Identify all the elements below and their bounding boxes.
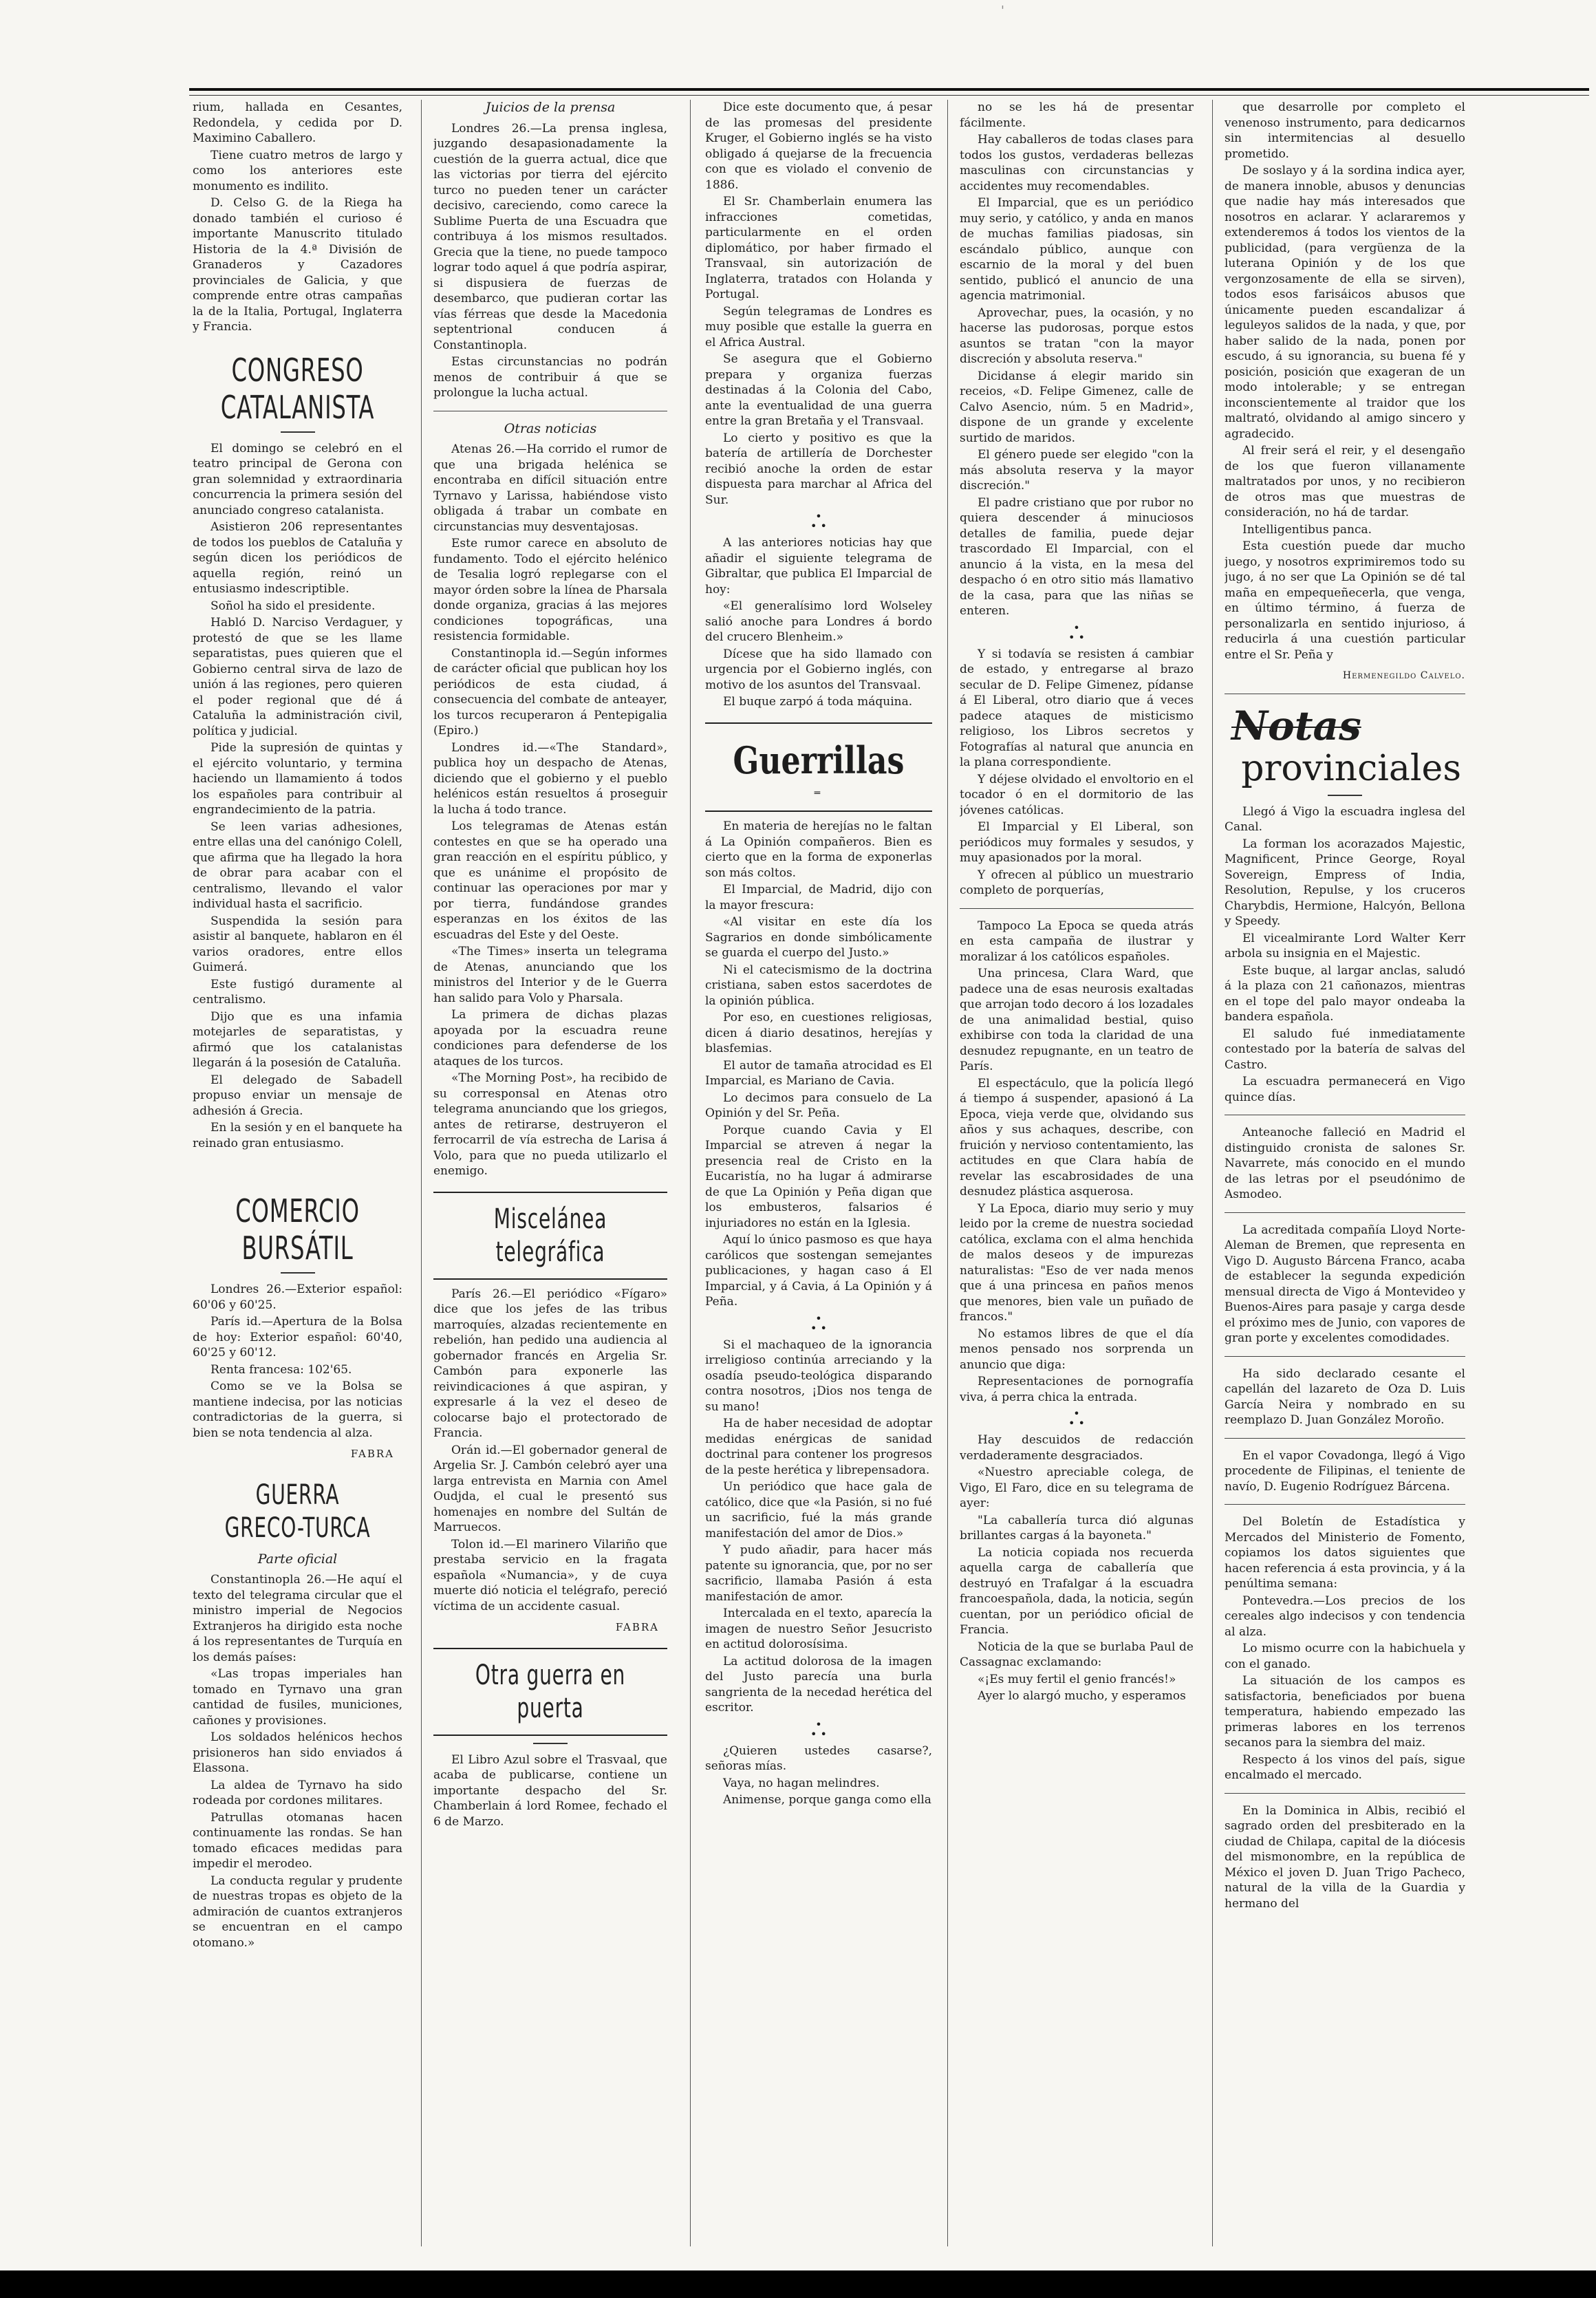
comercio-body <box>193 1282 402 1441</box>
paragraph: «The Times» inserta un telegrama de Atenas, anunciando que los ministros del Interior y de le Guerra han salido para Volo y Pharsala. <box>433 945 667 1005</box>
miscelanea-body <box>433 1287 667 1615</box>
column-4-body <box>960 100 1194 1704</box>
paragraph: «The Morning Post», ha recibido de su corresponsal en Atenas otro telegrama anunciando que los griegos, antes de retirarse, destruyeron el ferrocarril de vía estrecha de Larisa á Volo, para que no pueda utilizarlo el enemigo. <box>433 1071 667 1178</box>
paragraph: En la sesión y en el banquete ha reinado gran entusiasmo. <box>193 1121 402 1150</box>
paragraph: Una princesa, Clara Ward, que padece una de esas neurosis exaltadas que arrojan todo decoro á los lozadales de una animalidad bestial, quiso exhibirse con toda la claridad de una desnudez repugnante, en un teatro de París. <box>960 967 1194 1073</box>
paragraph: Ha sido declarado cesante el capellán del lazareto de Oza D. Luis García Neira y nombrado en su reemplazo D. Juan González Moroño. <box>1225 1366 1465 1427</box>
paragraph: Tampoco La Epoca se queda atrás en esta campaña de ilustrar y moralizar á los católicos españoles. <box>960 919 1194 964</box>
paragraph: Dicidanse á elegir marido sin receios, «D. Felipe Gimenez, calle de Calvo Asencio, núm. 5 en Madrid», dispone de un grande y excelente surtido de maridos. <box>960 369 1194 445</box>
paragraph: Suspendida la sesión para asistir al banquete, hablaron en él varios oradores, entre ellos Guimerá. <box>193 914 402 974</box>
otra-guerra-body <box>433 1752 667 1830</box>
bottom-edge <box>0 2270 1596 2298</box>
paragraph: La primera de dichas plazas apoyada por la escuadra reune condiciones para defenderse de los ataques de los turcos. <box>433 1008 667 1069</box>
paragraph: De soslayo y á la sordina indica ayer, de manera innoble, abusos y denuncias que nadie hay más interesados que nosotros en aclarar. Y aclararemos y extenderemos á todos los vientos de la publicidad, (para vergüenza de la luterana Opinión y de los que vergonzosamente de ella se sirven), todos esos farisáicos abusos que únicamente pueden escandalizar á leguleyos salidos de la nada, y que, por haber salido de la nada, ponen por escudo, á su ignorancia, su buena fé y posición, posición que exageran de un modo intolerable; y se entregan inconscientemente al traidor que los maltrató, olvidando al amigo sincero y agradecido. <box>1225 164 1465 441</box>
paragraph: El autor de tamaña atrocidad es El Imparcial, es Mariano de Cavia. <box>705 1058 932 1088</box>
column-rule <box>421 100 422 2246</box>
paragraph: Atenas 26.—Ha corrido el rumor de que una brigada helénica se encontraba en difícil situación entre Tyrnavo y Larissa, habiéndose visto obligada á trabar un combate en circunstancias muy desventajosas. <box>433 442 667 534</box>
separator <box>1225 1356 1465 1357</box>
paragraph: Tolon id.—El marinero Vilariño que prestaba servicio en la fragata española «Numancia», y de cuya muerte dió noticia el telégrafo, pereció víctima de un accidente casual. <box>433 1537 667 1613</box>
top-rule-thin <box>189 95 1589 96</box>
paragraph: Tiene cuatro metros de largo y como los anteriores este monumento es indilito. <box>193 148 402 193</box>
ornament: ═ <box>814 787 823 799</box>
paragraph: Anteanoche falleció en Madrid el distinguido cronista de salones Sr. Navarrete, más conocido en el mundo de las letras por el pseudónimo de Asmodeo. <box>1225 1126 1465 1201</box>
paragraph: En la Dominica in Albis, recibió el sagrado orden del presbiterado en la ciudad de Chilapa, capital de la diócesis del mismonombre, en la república de México el joven D. Juan Trigo Pacheco, natural de la villa de la Guardia y hermano del <box>1225 1803 1465 1911</box>
column-rule <box>690 100 691 2246</box>
column-4 <box>960 100 1194 2240</box>
paragraph: El delegado de Sabadell propuso enviar un mensaje de adhesión á Grecia. <box>193 1073 402 1118</box>
paragraph: París 26.—El periódico «Fígaro» dice que los jefes de las tribus marroquíes, alzadas recientemente en rebelión, han pedido una audiencia al gobernador francés en Argelia Sr. Cambón para exponerle las reivindicaciones á que aspiran, y expresarle á la vez el deseo de colocarse bajo el protectorado de Francia. <box>433 1287 667 1440</box>
paragraph: Según telegramas de Londres es muy posible que estalle la guerra en el Africa Austral. <box>705 304 932 350</box>
paragraph: Como se ve la Bolsa se mantiene indecisa, por las noticias contradictorias de la guerra, si bien se nota tendencia al alza. <box>193 1379 402 1440</box>
paragraph: Porque cuando Cavia y El Imparcial se atreven á negar la presencia real de Cristo en la Eucaristía, no ha lugar á admirarse de que La Opinión y Peña digan que los embusteros, falsarios é injuriadores no están en la Iglesia. <box>705 1123 932 1230</box>
paragraph: El Imparcial y El Liberal, son periódicos muy formales y sesudos, y muy apasionados por la moral. <box>960 820 1194 865</box>
paragraph: El domingo se celebró en el teatro principal de Gerona con gran solemnidad y extraordinaria concurrencia la primera sesión del anunciado congreso catalanista. <box>193 441 402 517</box>
heading-provinciales: provinciales <box>1241 747 1461 789</box>
paragraph: ¿Quieren ustedes casarse?, señoras mías. <box>705 1743 932 1773</box>
paragraph: Los soldados helénicos hechos prisioneros han sido enviados á Elassona. <box>193 1730 402 1775</box>
paragraph: La acreditada compañía Lloyd Norte-Aleman de Bremen, que representa en Vigo D. Augusto Bárcena Franco, acaba de establecer la segunda expedición mensual directa de Vigo á Montevideo y Buenos-Aires para pasaje y carga desde el próximo mes de Junio, con vapores de gran porte y excelentes comodidades. <box>1225 1223 1465 1345</box>
paragraph: Los telegramas de Atenas están contestes en que se ha operado una gran reacción en el espíritu público, y que es unánime el propósito de continuar las operaciones por mar y por tierra, fundándose grandes esperanzas en los éxitos de las escuadras del Este y del Oeste. <box>433 819 667 942</box>
column-1 <box>193 100 402 2240</box>
paragraph: Se asegura que el Gobierno prepara y organiza fuerzas destinadas á la Colonia del Cabo, ante la eventualidad de una guerra entre la gran Bretaña y el Transvaal. <box>705 352 932 428</box>
paragraph: Asistieron 206 representantes de todos los pueblos de Cataluña y según dicen los periódicos de aquella región, reinó un entusiasmo indescriptible. <box>193 520 402 596</box>
paragraph: El vicealmirante Lord Walter Kerr arbola su insignia en el Majestic. <box>1225 931 1465 960</box>
paragraph: «Al visitar en este día los Sagrarios en donde simbólicamente se guarda el cuerpo del Justo.» <box>705 915 932 960</box>
heading-congreso-catalanista: CONGRESO CATALANISTA <box>220 351 375 426</box>
paragraph: «Nuestro apreciable colega, de Vigo, El Faro, dice en su telegrama de ayer: <box>960 1465 1194 1510</box>
paragraph: «¡Es muy fertil el genio francés!» <box>978 1672 1176 1686</box>
signature-calvelo: Hermenegildo Calvelo. <box>1342 670 1465 681</box>
paragraph: Patrullas otomanas hacen continuamente las rondas. Se han tomado eficaces medidas para impedir el merodeo. <box>193 1810 402 1871</box>
paragraph: Noticia de la que se burlaba Paul de Cassagnac exclamando: <box>960 1640 1194 1669</box>
paragraph: La conducta regular y prudente de nuestras tropas es objeto de la admiración de cuantos extranjeros se encuentran en el campo otomano.» <box>193 1873 402 1950</box>
paragraph: La forman los acorazados Majestic, Magnificent, Prince George, Royal Sovereign, Empress of India, Resolution, Repulse, y los cruceros Charybdis, Hermione, Halcyón, Bellona y Speedy. <box>1225 837 1465 928</box>
paragraph: En el vapor Covadonga, llegó á Vigo procedente de Filipinas, el teniente de navío, D. Eugenio Rodríguez Bárcena. <box>1225 1448 1465 1494</box>
paragraph: que desarrolle por completo el venenoso instrumento, para dedicarnos sin intermitencias al desuello prometido. <box>1225 100 1465 161</box>
otras-body <box>433 442 667 1179</box>
guerra-body <box>193 1572 402 1951</box>
paragraph: Este rumor carece en absoluto de fundamento. Todo el ejército helénico de Tesalia logró replegarse con el mayor órden sobre la línea de Pharsala donde organiza, gracias á las mejores condiciones topográficas, una resistencia formidable. <box>433 537 667 643</box>
ornament-dots: • • • <box>810 510 827 533</box>
paragraph: Lo decimos para consuelo de La Opinión y del Sr. Peña. <box>705 1091 932 1120</box>
paragraph: Esta cuestión puede dar mucho juego, y nosotros exprimiremos todo su jugo, á no ser que La Opinión se dé tal maña en empequeñecerla, que venga, en último término, á fuerza de personalizarla en sentido injurioso, á reducirla á una cuestión particular entre el Sr. Peña y <box>1225 539 1465 662</box>
paragraph: Pide la supresión de quintas y el ejército voluntario, y termina haciendo un llamamiento á todos los españoles para contribuir al engrandecimiento de la patria. <box>193 741 402 817</box>
paragraph: Soñol ha sido el presidente. <box>211 599 376 613</box>
paragraph: A las anteriores noticias hay que añadir el siguiente telegrama de Gibraltar, que publica El Imparcial de hoy: <box>705 536 932 597</box>
paragraph: El espectáculo, que la policía llegó á tiempo á suspender, apasionó á La Epoca, vieja verde que, olvidando sus años y sus achaques, describe, con fruición y nervioso contentamiento, las actitudes en que Clara había de revelar las escabrosidades de una desnudez plástica asquerosa. <box>960 1076 1194 1199</box>
paragraph: Constantinopla 26.—He aquí el texto del telegrama circular que el ministro imperial de Negocios Extranjeros ha dirigido esta noche á los representantes de Turquía en los demás países: <box>193 1573 402 1664</box>
ornament-dots: • • • <box>1068 1407 1085 1430</box>
heading-guerra-greco-turca: GUERRA GRECO-TURCA <box>224 1479 371 1544</box>
separator <box>1225 1212 1465 1213</box>
column-rule <box>1212 100 1213 2246</box>
paragraph: Dícese que ha sido llamado con urgencia por el Gobierno inglés, con motivo de los asuntos del Transvaal. <box>705 647 932 692</box>
paragraph: Ni el catecismismo de la doctrina cristiana, saben estos sacerdotes de la opinión pública. <box>705 963 932 1008</box>
paragraph: El padre cristiano que por rubor no quiera descender á minuciosos detalles de familia, puede dejar trascordado El Imparcial, con el anuncio á la vista, en la mesa del despacho ó en otro sitio más llamativo de la casa, para que las niñas se enteren. <box>960 495 1194 618</box>
paragraph: Intercalada en el texto, aparecía la imagen de nuestro Señor Jesucristo en actitud dolorosísima. <box>705 1607 932 1651</box>
paragraph: París id.—Apertura de la Bolsa de hoy: Exterior español: 60'40, 60'25 y 60'12. <box>193 1315 402 1360</box>
paragraph: Representaciones de pornografía viva, á perra chica la entrada. <box>960 1375 1194 1404</box>
column-2 <box>433 100 667 2240</box>
paragraph: Intelligentibus panca. <box>1242 522 1372 537</box>
paragraph: El saludo fué inmediatamente contestado por la batería de salvas del Castro. <box>1225 1027 1465 1072</box>
heading-otra-guerra: Otra guerra en puerta <box>475 1659 626 1724</box>
paragraph: «Las tropas imperiales han tomado en Tyrnavo una gran cantidad de fusiles, municiones, cañones y provisiones. <box>193 1667 402 1728</box>
paragraph: Del Boletín de Estadística y Mercados del Ministerio de Fomento, copiamos los datos siguientes que hacen referencia á esta provincia, y á la penúltima semana: <box>1225 1515 1465 1591</box>
paragraph: Se leen varias adhesiones, entre ellas una del canónigo Colell, que afirma que ha llegado la hora de obrar para acabar con el centralismo, llevando el valor individual hasta el sacrificio. <box>193 819 402 911</box>
paragraph: Pontevedra.—Los precios de los cereales algo indecisos y con tendencia al alza. <box>1225 1593 1465 1639</box>
paragraph: Ayer lo alargó mucho, y esperamos <box>978 1689 1186 1703</box>
paragraph: Hay caballeros de todas clases para todos los gustos, verdaderas bellezas masculinas con circunstancias y accidentes muy recomendables. <box>960 133 1194 193</box>
separator <box>960 908 1194 909</box>
column-5-top-body <box>1225 100 1465 663</box>
paragraph: No estamos libres de que el día menos pensado nos sorprenda un anuncio que diga: <box>960 1327 1194 1372</box>
paragraph: Y ofrecen al público un muestrario completo de porquerías, <box>960 868 1194 897</box>
page-mark: ' <box>1001 3 1004 18</box>
paragraph: "La caballería turca dió algunas brillantes cargas á la bayoneta." <box>960 1513 1194 1543</box>
paragraph: Hay descuidos de redacción verdaderamente desgraciados. <box>960 1433 1194 1463</box>
subheading-parte-oficial: Parte oficial <box>257 1551 338 1567</box>
heading-comercio-bursatil: COMERCIO BURSÁTIL <box>235 1192 360 1267</box>
heading-notas: Notas <box>1231 702 1361 749</box>
paragraph: Renta francesa: 102'65. <box>211 1362 352 1377</box>
separator <box>1225 1504 1465 1505</box>
ornament-rule <box>533 1743 568 1744</box>
paragraph: Londres id.—«The Standard», publica hoy un despacho de Atenas, diciendo que el gobierno y el pueblo helénicos están resueltos á proseguir la lucha á todo trance. <box>433 740 667 817</box>
paragraph: Orán id.—El gobernador general de Argelia Sr. J. Cambón celebró ayer una larga entrevista en Marnia con Amel Oudjda, el cual le presentó sus homenajes en nombre del Sultán de Marruecos. <box>433 1443 667 1534</box>
paragraph: Y La Epoca, diario muy serio y muy leido por la creme de nuestra sociedad católica, exclama con el alma henchida de malos deseos y de impurezas naturalistas: "Eso de ver nada menos que á una princesa en paños menos que menores, bien vale un puñado de francos." <box>960 1201 1194 1324</box>
paragraph: Un periódico que hace gala de católico, dice que «la Pasión, si no fué un sacrificio, fué la más grande manifestación del amor de Dios.» <box>705 1480 932 1540</box>
heading-box <box>433 1648 667 1736</box>
paragraph: Animense, porque ganga como ella <box>723 1793 931 1807</box>
ornament-rule <box>281 1272 315 1274</box>
ornament-dots: • • • <box>810 1311 827 1335</box>
signature-fabra: FABRA <box>350 1448 394 1460</box>
paragraph: Dice este documento que, á pesar de las promesas del presidente Kruger, el Gobierno inglés se ha visto obligado á quejarse de la frecuencia con que es violado el convenio de 1886. <box>705 100 932 192</box>
ornament-dots: • • • <box>810 1717 827 1741</box>
ornament-dots: • • • <box>1068 621 1085 644</box>
paragraph: no se les há de presentar fácilmente. <box>960 100 1194 130</box>
paragraph: Si el machaqueo de la ignorancia irreligioso continúa arreciando y la osadía pseudo-teológica disparando contra nosotros, ¡Dios nos tenga de su mano! <box>705 1338 932 1414</box>
paragraph: El Sr. Chamberlain enumera las infracciones cometidas, particularmente en el orden diplomático, por haber firmado el Transvaal, sin autorización de Inglaterra, tratados con Holanda y Portugal. <box>705 195 932 301</box>
congreso-body <box>193 441 402 1152</box>
paragraph: Vaya, no hagan melindres. <box>723 1776 880 1790</box>
paragraph: Londres 26.—Exterior español: 60'06 y 60'25. <box>193 1282 402 1312</box>
heading-box <box>433 1192 667 1280</box>
paragraph: Y pudo añadir, para hacer más patente su ignorancia, que, por no ser sacrificio, llamaba Pasión á esta manifestación de amor. <box>705 1543 932 1604</box>
paragraph: Ha de haber necesidad de adoptar medidas enérgicas de sanidad doctrinal para contener los progresos de la peste herética y librepensadora. <box>705 1417 932 1477</box>
paragraph: La noticia copiada nos recuerda aquella carga de caballería que destruyó en Trafalgar á la escuadra francoespañola, dada, la noticia, según cuentan, por un periódico oficial de Francia. <box>960 1545 1194 1637</box>
column-5 <box>1225 100 1465 2240</box>
juicios-body <box>433 121 667 401</box>
column-3 <box>705 100 932 2240</box>
guerrillas-body <box>705 819 932 1808</box>
paragraph: Aprovechar, pues, la ocasión, y no hacerse las pudorosas, porque estos asuntos se tratan "con la mayor discreción y absoluta reserva." <box>960 305 1194 366</box>
paragraph: Habló D. Narciso Verdaguer, y protestó de que se les llame separatistas, pues quieren que el Gobierno central sirva de lazo de unión á las regiones, pero quieren el poder regional que dé á Cataluña la administración civil, política y judicial. <box>193 616 402 738</box>
paragraph: Aquí lo único pasmoso es que haya carólicos que sostengan semejantes publicaciones, y hagan caso á El Imparcial, y á Cavia, á La Opinión y á Peña. <box>705 1233 932 1309</box>
paragraph: El Libro Azul sobre el Trasvaal, que acaba de publicarse, contiene un importante despacho del Sr. Chamberlain á lord Romee, fechado el 6 de Marzo. <box>433 1752 667 1829</box>
paragraph: Llegó á Vigo la escuadra inglesa del Canal. <box>1225 804 1465 834</box>
paragraph: En materia de herejías no le faltan á La Opinión compañeros. Bien es cierto que en la forma de exponerlas son más coltos. <box>705 819 932 880</box>
separator <box>1225 1438 1465 1439</box>
paragraph: Lo cierto y positivo es que la batería de artillería de Dorchester recibió anoche la orden de estar dispuesta para marchar al Africa del Sur. <box>705 431 932 507</box>
top-rule <box>189 88 1589 91</box>
paragraph: El género puede ser elegido "con la más absoluta reserva y la mayor discreción." <box>960 448 1194 493</box>
notas-body <box>1225 804 1465 1912</box>
ornament-rule <box>1328 795 1362 796</box>
paragraph: Al freir será el reir, y el desengaño de los que fueron villanamente maltratados por unos, y no recibieron de otros mas que muestras de consideración, no há de tardar. <box>1225 444 1465 519</box>
paragraph: La aldea de Tyrnavo ha sido rodeada por cordones militares. <box>193 1778 402 1807</box>
subheading-otras-noticias: Otras noticias <box>504 420 597 436</box>
paragraph: El Imparcial, que es un periódico muy serio, y católico, y anda en manos de muchas familias piadosas, sin escándalo público, aunque con escarnio de la moral y del buen sentido, publicó el anuncio de una agencia matrimonial. <box>960 196 1194 303</box>
paragraph: Respecto á los vinos del país, sigue encalmado el mercado. <box>1225 1752 1465 1782</box>
heading-miscelanea-telegrafica: Miscelánea telegráfica <box>493 1203 607 1268</box>
paragraph: «El generalísimo lord Wolseley salió anoche para Londres á bordo del crucero Blenheim.» <box>705 599 932 644</box>
ornament-rule <box>281 431 315 433</box>
paragraph: Londres 26.—La prensa inglesa, juzgando desapasionadamente la cuestión de la guerra actual, dice que las victorias por tierra del ejército turco no pueden tener un carácter decisivo, careciendo, como carece la Sublime Puerta de una Escuadra que contribuya á los mismos resultados. Grecia que la tiene, no puede tampoco lograr todo aquel á que podría aspirar, si dispusiera de fuerzas de desembarco, que pudieran cortar las vías férreas que desde la Macedonia septentrional conducen á Constantinopla. <box>433 121 667 352</box>
paragraph: Dijo que es una infamia motejarles de separatistas, y afirmó que los catalanistas llegarán á la posesión de Cataluña. <box>193 1009 402 1070</box>
paragraph: Por eso, en cuestiones religiosas, dicen á diario desatinos, herejías y blasfemias. <box>705 1011 932 1055</box>
separator <box>1225 1793 1465 1794</box>
paragraph: La escuadra permanecerá en Vigo quince días. <box>1225 1075 1465 1104</box>
heading-box <box>705 722 932 813</box>
paragraph: Este buque, al largar anclas, saludó á la plaza con 21 cañonazos, mientras en el tope del palo mayor ondeaba la bandera española. <box>1225 963 1465 1024</box>
transvaal-body <box>705 100 932 710</box>
signature-fabra: FABRA <box>615 1621 659 1633</box>
paragraph: D. Celso G. de la Riega ha donado también el curioso é importante Manuscrito titulado Historia de la 4.ª División de Granaderos y Cazadores provinciales de Galicia, y que comprende entre otras campañas la de la Italia, Portugal, Inglaterra y Francia. <box>193 196 402 334</box>
subheading-juicios-prensa: Juicios de la prensa <box>485 100 616 115</box>
paragraph: El Imparcial, de Madrid, dijo con la mayor frescura: <box>705 883 932 912</box>
paragraph: Estas circunstancias no podrán menos de contribuir á que se prolongue la lucha actual. <box>433 355 667 400</box>
column-rule <box>947 100 948 2246</box>
paragraph: Lo mismo ocurre con la habichuela y con el ganado. <box>1225 1642 1465 1671</box>
paragraph: rium, hallada en Cesantes, Redondela, y cedida por D. Maximino Caballero. <box>193 100 402 145</box>
heading-guerrillas: Guerrillas <box>733 738 905 782</box>
paragraph: Y si todavía se resisten á cambiar de estado, y entregarse al brazo secular de D. Felipe Gimenez, pídanse á El Liberal, otro diario que á veces padece ataques de misticismo religioso, los Libros secretos y Fotografías al natural que anuncia en la plana correspondiente. <box>960 647 1194 769</box>
paragraph: Y déjese olvidado el envoltorio en el tocador ó en el dormitorio de las jóvenes católicas. <box>960 772 1194 817</box>
paragraph: Constantinopla id.—Según informes de carácter oficial que publican hoy los periódicos de esta ciudad, á consecuencia del combate de anteayer, los turcos recuperaron á Pentepigalia (Epiro.) <box>433 646 667 738</box>
paragraph: La actitud dolorosa de la imagen del Justo parecía una burla sangrienta de la necedad herética del escritor. <box>705 1654 932 1715</box>
paragraph: La situación de los campos es satisfactoria, beneficiados por buena temperatura, habiendo empezado las primeras labores en los terrenos secanos para la siembra del maiz. <box>1225 1674 1465 1750</box>
paragraph: El buque zarpó á toda máquina. <box>723 695 913 709</box>
paragraph: Este fustigó duramente al centralismo. <box>193 977 402 1007</box>
